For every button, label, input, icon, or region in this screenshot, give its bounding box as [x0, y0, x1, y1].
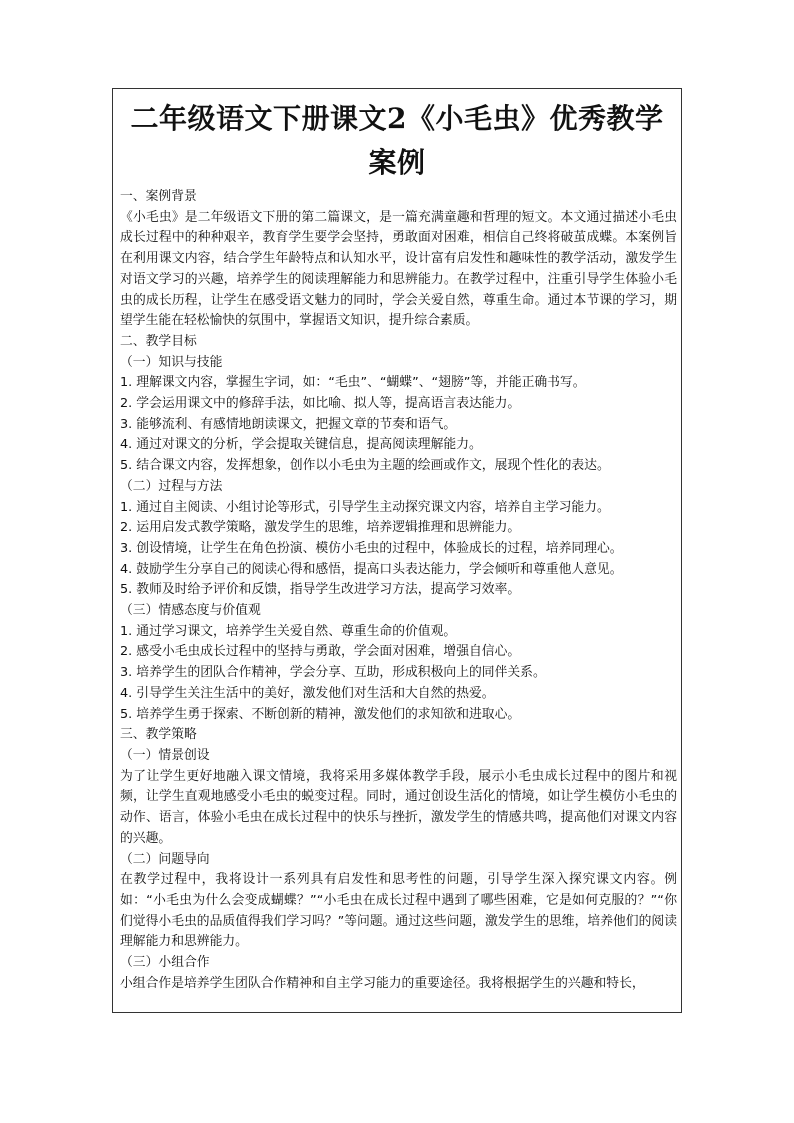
subheading-situation: （一）情景创设 — [120, 747, 210, 763]
knowledge-item: 2. 学会运用课文中的修辞手法，如比喻、拟人等，提高语言表达能力。 — [120, 396, 521, 412]
process-item: 5. 教师及时给予评价和反馈，指导学生改进学习方法，提高学习效率。 — [120, 582, 521, 598]
subheading-group: （三）小组合作 — [120, 955, 210, 971]
subheading-process: （二）过程与方法 — [120, 478, 223, 494]
section-heading-background: 一、案例背景 — [120, 189, 197, 204]
values-item: 3. 培养学生的团队合作精神，学会分享、互助，形成积极向上的同伴关系。 — [120, 665, 546, 681]
subheading-knowledge: （一）知识与技能 — [120, 354, 223, 370]
values-item: 4. 引导学生关注生活中的美好，激发他们对生活和大自然的热爱。 — [120, 685, 495, 701]
document-body — [113, 187, 681, 994]
background-paragraph: 《小毛虫》是二年级语文下册的第二篇课文，是一篇充满童趣和哲理的短文。本文通过描述小毛虫成长过程中的种种艰辛，教育学生要学会坚持，勇敢面对困难，相信自己终将破茧成蝶。本案例旨在利用课文内容，结合学生年龄特点和认知水平，设计富有启发性和趣味性的教学活动，激发学生对语文学习的兴趣，培养学生的阅读理解能力和思辨能力。在教学过程中，注重引导学生体验小毛虫的成长历程，让学生在感受语文魅力的同时，学会关爱自然，尊重生命。通过本节课的学习，期望学生能在轻松愉快的氛围中，掌握语文知识，提升综合素质。 — [120, 209, 677, 329]
values-item: 1. 通过学习课文，培养学生关爱自然、尊重生命的价值观。 — [120, 623, 457, 639]
knowledge-item: 3. 能够流利、有感情地朗读课文，把握文章的节奏和语气。 — [120, 416, 457, 432]
knowledge-item: 4. 通过对课文的分析，学会提取关键信息，提高阅读理解能力。 — [120, 437, 482, 453]
process-item: 4. 鼓励学生分享自己的阅读心得和感悟，提高口头表达能力，学会倾听和尊重他人意见。 — [120, 561, 623, 577]
section-heading-strategy: 三、教学策略 — [120, 727, 197, 743]
subheading-values: （三）情感态度与价值观 — [120, 603, 261, 619]
process-item: 3. 创设情境，让学生在角色扮演、模仿小毛虫的过程中，体验成长的过程，培养同理心。 — [120, 540, 623, 556]
values-item: 5. 培养学生勇于探索、不断创新的精神，激发他们的求知欲和进取心。 — [120, 706, 521, 722]
group-paragraph: 小组合作是培养学生团队合作精神和自主学习能力的重要途径。我将根据学生的兴趣和特长， — [120, 975, 645, 991]
values-item: 2. 感受小毛虫成长过程中的坚持与勇敢，学会面对困难，增强自信心。 — [120, 644, 521, 660]
section-heading-goals: 二、教学目标 — [120, 333, 197, 349]
process-item: 2. 运用启发式教学策略，激发学生的思维，培养逻辑推理和思辨能力。 — [120, 520, 521, 536]
document-frame — [112, 88, 682, 1013]
knowledge-item: 5. 结合课文内容，发挥想象，创作以小毛虫为主题的绘画或作文，展现个性化的表达。 — [120, 458, 610, 474]
questions-paragraph: 在教学过程中，我将设计一系列具有启发性和思考性的问题，引导学生深入探究课文内容。例如：“小毛虫为什么会变成蝴蝶？”“小毛虫在成长过程中遇到了哪些困难，它是如何克服的？”“你们觉得小毛虫的品质值得我们学习吗？”等问题。通过这些问题，激发学生的思维，培养他们的阅读理解能力和思辨能力。 — [120, 872, 677, 950]
document-title: 二年级语文下册课文2《小毛虫》优秀教学案例 — [130, 102, 664, 179]
subheading-questions: （二）问题导向 — [120, 851, 210, 867]
process-item: 1. 通过自主阅读、小组讨论等形式，引导学生主动探究课文内容，培养自主学习能力。 — [120, 499, 610, 515]
situation-paragraph: 为了让学生更好地融入课文情境，我将采用多媒体教学手段，展示小毛虫成长过程中的图片和视频，让学生直观地感受小毛虫的蜕变过程。同时，通过创设生活化的情境，如让学生模仿小毛虫的动作、语言，体验小毛虫在成长过程中的快乐与挫折，激发学生的情感共鸣，提高他们对课文内容的兴趣。 — [120, 768, 677, 846]
knowledge-item: 1. 理解课文内容，掌握生字词，如：“毛虫”、“蝴蝶”、“翅膀”等，并能正确书写。 — [120, 375, 586, 391]
